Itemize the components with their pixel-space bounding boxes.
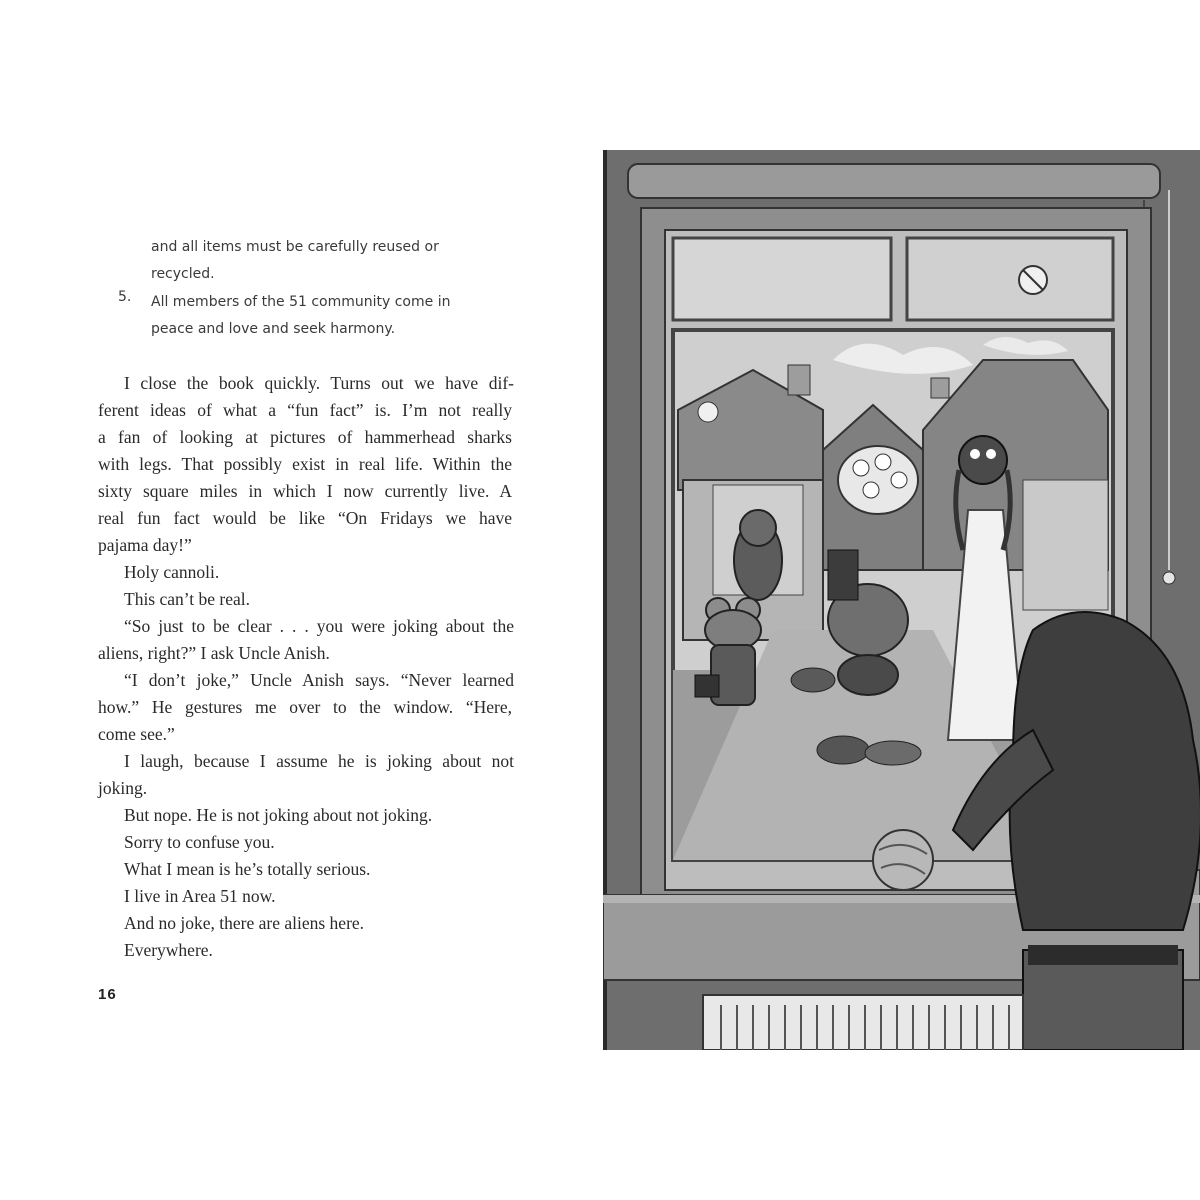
egg-cluster-creature [838, 446, 918, 514]
list-item-text: peace and love and seek harmony. [151, 321, 396, 337]
body-text-line: Everywhere. [124, 940, 213, 960]
body-text-line: ferent ideas of what a “fun fact” is. I’m not really [98, 400, 512, 420]
alien-lobster [734, 510, 782, 600]
body-text-line: I laugh, because I assume he is joking about not [124, 751, 514, 771]
flying-alien [698, 402, 718, 422]
body-text-line: This can’t be real. [124, 589, 251, 609]
alien-crab [817, 736, 869, 764]
page-number: 16 [98, 986, 117, 1003]
list-item-text: All members of the 51 community come in [151, 294, 451, 310]
body-text-line: And no joke, there are aliens here. [124, 913, 365, 933]
alien-crab [791, 668, 835, 692]
body-text-line: joking. [98, 778, 148, 798]
body-text-line: I live in Area 51 now. [124, 886, 276, 906]
body-text-line: But nope. He is not joking about not joking. [124, 805, 433, 825]
radiator [703, 995, 1023, 1050]
body-text-line: “I don’t joke,” Uncle Anish says. “Never learned [124, 670, 514, 690]
body-text-line: a fan of looking at pictures of hammerhead sharks [98, 427, 512, 447]
window-pane [673, 238, 891, 320]
body-text-line: Sorry to confuse you. [124, 832, 275, 852]
window-illustration [603, 150, 1200, 1050]
alien-round [828, 584, 908, 695]
blind-roller [628, 164, 1160, 198]
list-continuation-line: recycled. [151, 266, 215, 282]
body-text-line: What I mean is he’s totally serious. [124, 859, 371, 879]
body-text-line: real fun fact would be like “On Fridays we have [98, 508, 512, 528]
body-text-line: sixty square miles in which I now currently live. A [98, 481, 512, 501]
body-text-line: how.” He gestures me over to the window. “Here, [98, 697, 512, 717]
body-text-line: I close the book quickly. Turns out we have dif- [124, 373, 514, 393]
yarn-ball-alien [873, 830, 933, 890]
body-text-line: with legs. That possibly exist in real life. Within the [98, 454, 512, 474]
body-text-line: Holy cannoli. [124, 562, 220, 582]
body-text-line: aliens, right?” I ask Uncle Anish. [98, 643, 330, 663]
body-text-line: “So just to be clear . . . you were joking about the [124, 616, 514, 636]
list-continuation-line: and all items must be carefully reused or [151, 239, 439, 255]
list-item-number: 5. [118, 289, 132, 305]
window-pane [907, 238, 1113, 320]
trash-bin [828, 550, 858, 600]
body-text-line: pajama day!” [98, 535, 192, 555]
body-text-line: come see.” [98, 724, 175, 744]
flying-alien [1019, 266, 1047, 294]
